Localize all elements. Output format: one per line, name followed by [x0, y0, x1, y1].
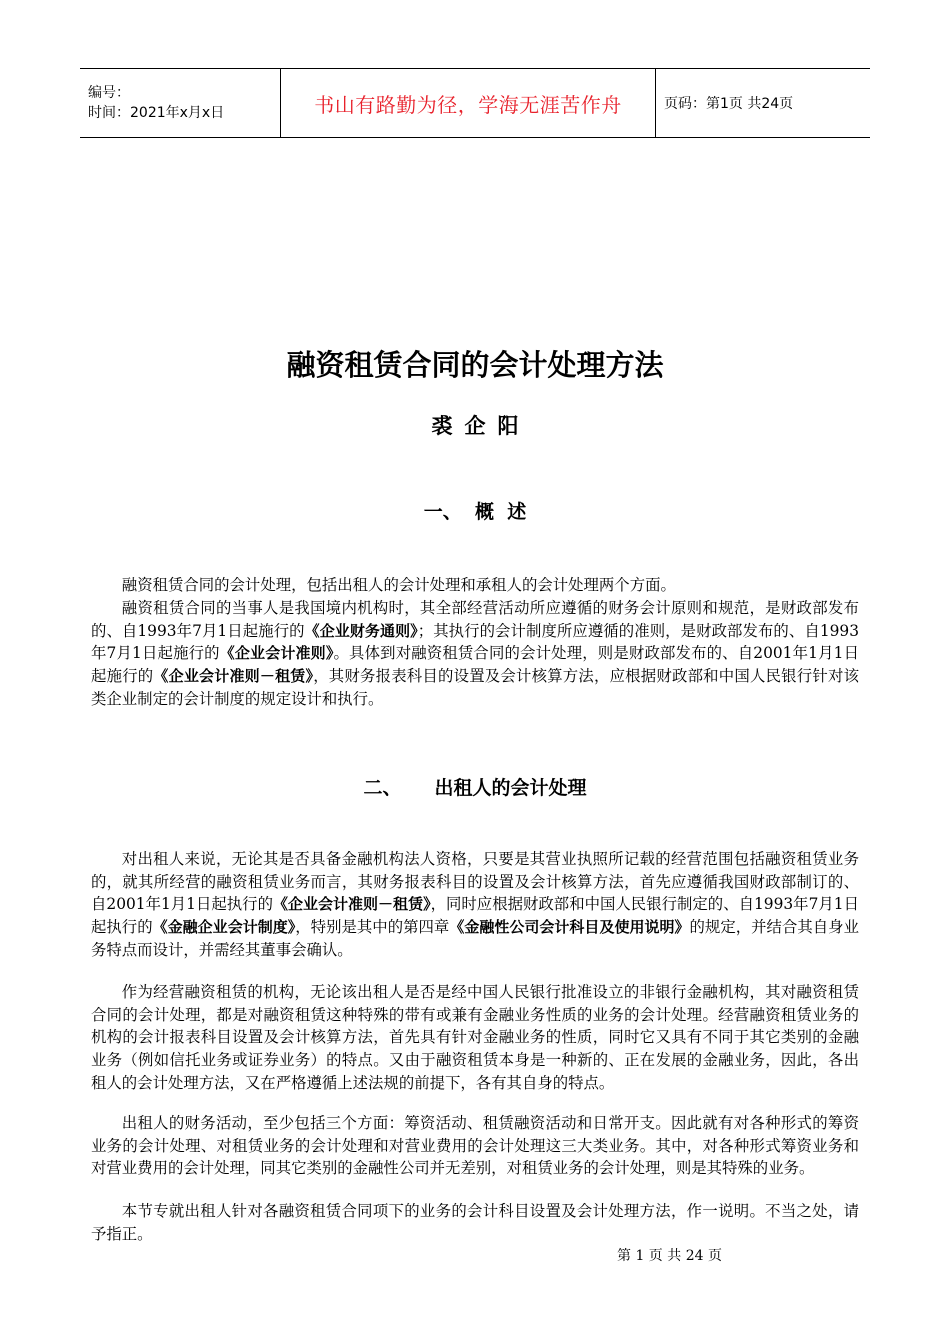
motto-text: 书山有路勤为径，学海无涯苦作舟 — [314, 92, 622, 117]
emphasis-title: 《金融性公司会计科目及使用说明》 — [449, 918, 690, 937]
paragraph-3 — [91, 848, 859, 962]
paragraph-1: 融资租赁合同的会计处理，包括出租人的会计处理和承租人的会计处理两个方面。 — [121, 576, 676, 594]
document-header — [80, 68, 870, 138]
text-run: 。具体到对融资租赁合同的会计处理，则是财政部发布的、自2001年1月1日起施行的 — [91, 644, 859, 686]
emphasis-title: 《企业会计准则－租赁》 — [272, 895, 431, 914]
text-run: ，同时应根据财政部和中国人民银行制定的、自1993年7月1日起执行的 — [91, 895, 859, 937]
paragraph-2 — [91, 597, 859, 711]
page-footer: 第 1 页 共 24 页 — [617, 1248, 722, 1264]
paragraph-5: 出租人的财务活动，至少包括三个方面：筹资活动、租赁融资活动和日常开支。因此就有对各种形式的筹资业务的会计处理、对租赁业务的会计处理和对营业费用的会计处理这三大类业务。其中，对各种形式筹资业务和对营业费用的会计处理，同其它类别的金融性公司并无差别，对租赁业务的会计处理，则是其特殊的业务。 — [91, 1114, 859, 1178]
author-name: 裘企阳 — [431, 414, 531, 438]
text-run: 对出租人来说，无论其是否具备金融机构法人资格，只要是其营业执照所记载的经营范围包括融资租赁业务的，就其所经营的融资租赁业务而言，其财务报表科目的设置及会计核算方法，首先应遵循我国财政部制订的、自2001年1月1日起执行的 — [91, 850, 859, 914]
text-run: ，其财务报表科目的设置及会计核算方法，应根据财政部和中国人民银行针对该类企业制定的会计制度的规定设计和执行。 — [91, 667, 859, 708]
page-title: 融资租赁合同的会计处理方法 — [286, 348, 664, 382]
page-code-text: 页码：第1页 共24页 — [664, 96, 794, 112]
paragraph-4: 作为经营融资租赁的机构，无论该出租人是否是经中国人民银行批准设立的非银行金融机构，其对融资租赁合同的会计处理，都是对融资租赁这种特殊的带有或兼有金融业务性质的业务的会计处理。经营融资租赁业务的机构的会计报表科目设置及会计核算方法，首先具有针对金融业务的性质，同时它又具有不同于其它类别的金融业务（例如信托业务或证券业务）的特点。又由于融资租赁本身是一种新的、正在发展的金融业务，因此，各出租人的会计处理方法，又在严格遵循上述法规的前提下，各有其自身的特点。 — [91, 983, 859, 1092]
header-motto — [281, 69, 656, 137]
header-page-code — [656, 69, 870, 137]
emphasis-title: 《企业会计准则－租赁》 — [153, 667, 314, 686]
emphasis-title: 《金融企业会计制度》 — [152, 918, 296, 937]
time-label: 时间：2021年x月x日 — [88, 105, 225, 121]
text-run: 的规定，并结合其自身业务特点而设计，并需经其董事会确认。 — [91, 918, 859, 959]
section-heading-lessor: 二、 出租人的会计处理 — [363, 777, 587, 799]
section-heading-overview: 一、 概 述 — [423, 501, 527, 523]
text-run: ；其执行的会计制度所应遵循的准则，是财政部发布的、自1993年7月1日起施行的 — [91, 621, 859, 663]
paragraph-6: 本节专就出租人针对各融资租赁合同项下的业务的会计科目设置及会计处理方法，作一说明。不当之处，请予指正。 — [91, 1202, 859, 1243]
number-label: 编号： — [88, 85, 130, 101]
emphasis-title: 《企业财务通则》 — [304, 621, 418, 640]
emphasis-title: 《企业会计准则》 — [219, 644, 334, 663]
header-meta — [80, 69, 281, 137]
text-run: ，特别是其中的第四章 — [295, 918, 450, 937]
text-run: 融资租赁合同的当事人是我国境内机构时，其全部经营活动所应遵循的财务会计原则和规范，是财政部发布的、自1993年7月1日起施行的 — [91, 599, 859, 640]
